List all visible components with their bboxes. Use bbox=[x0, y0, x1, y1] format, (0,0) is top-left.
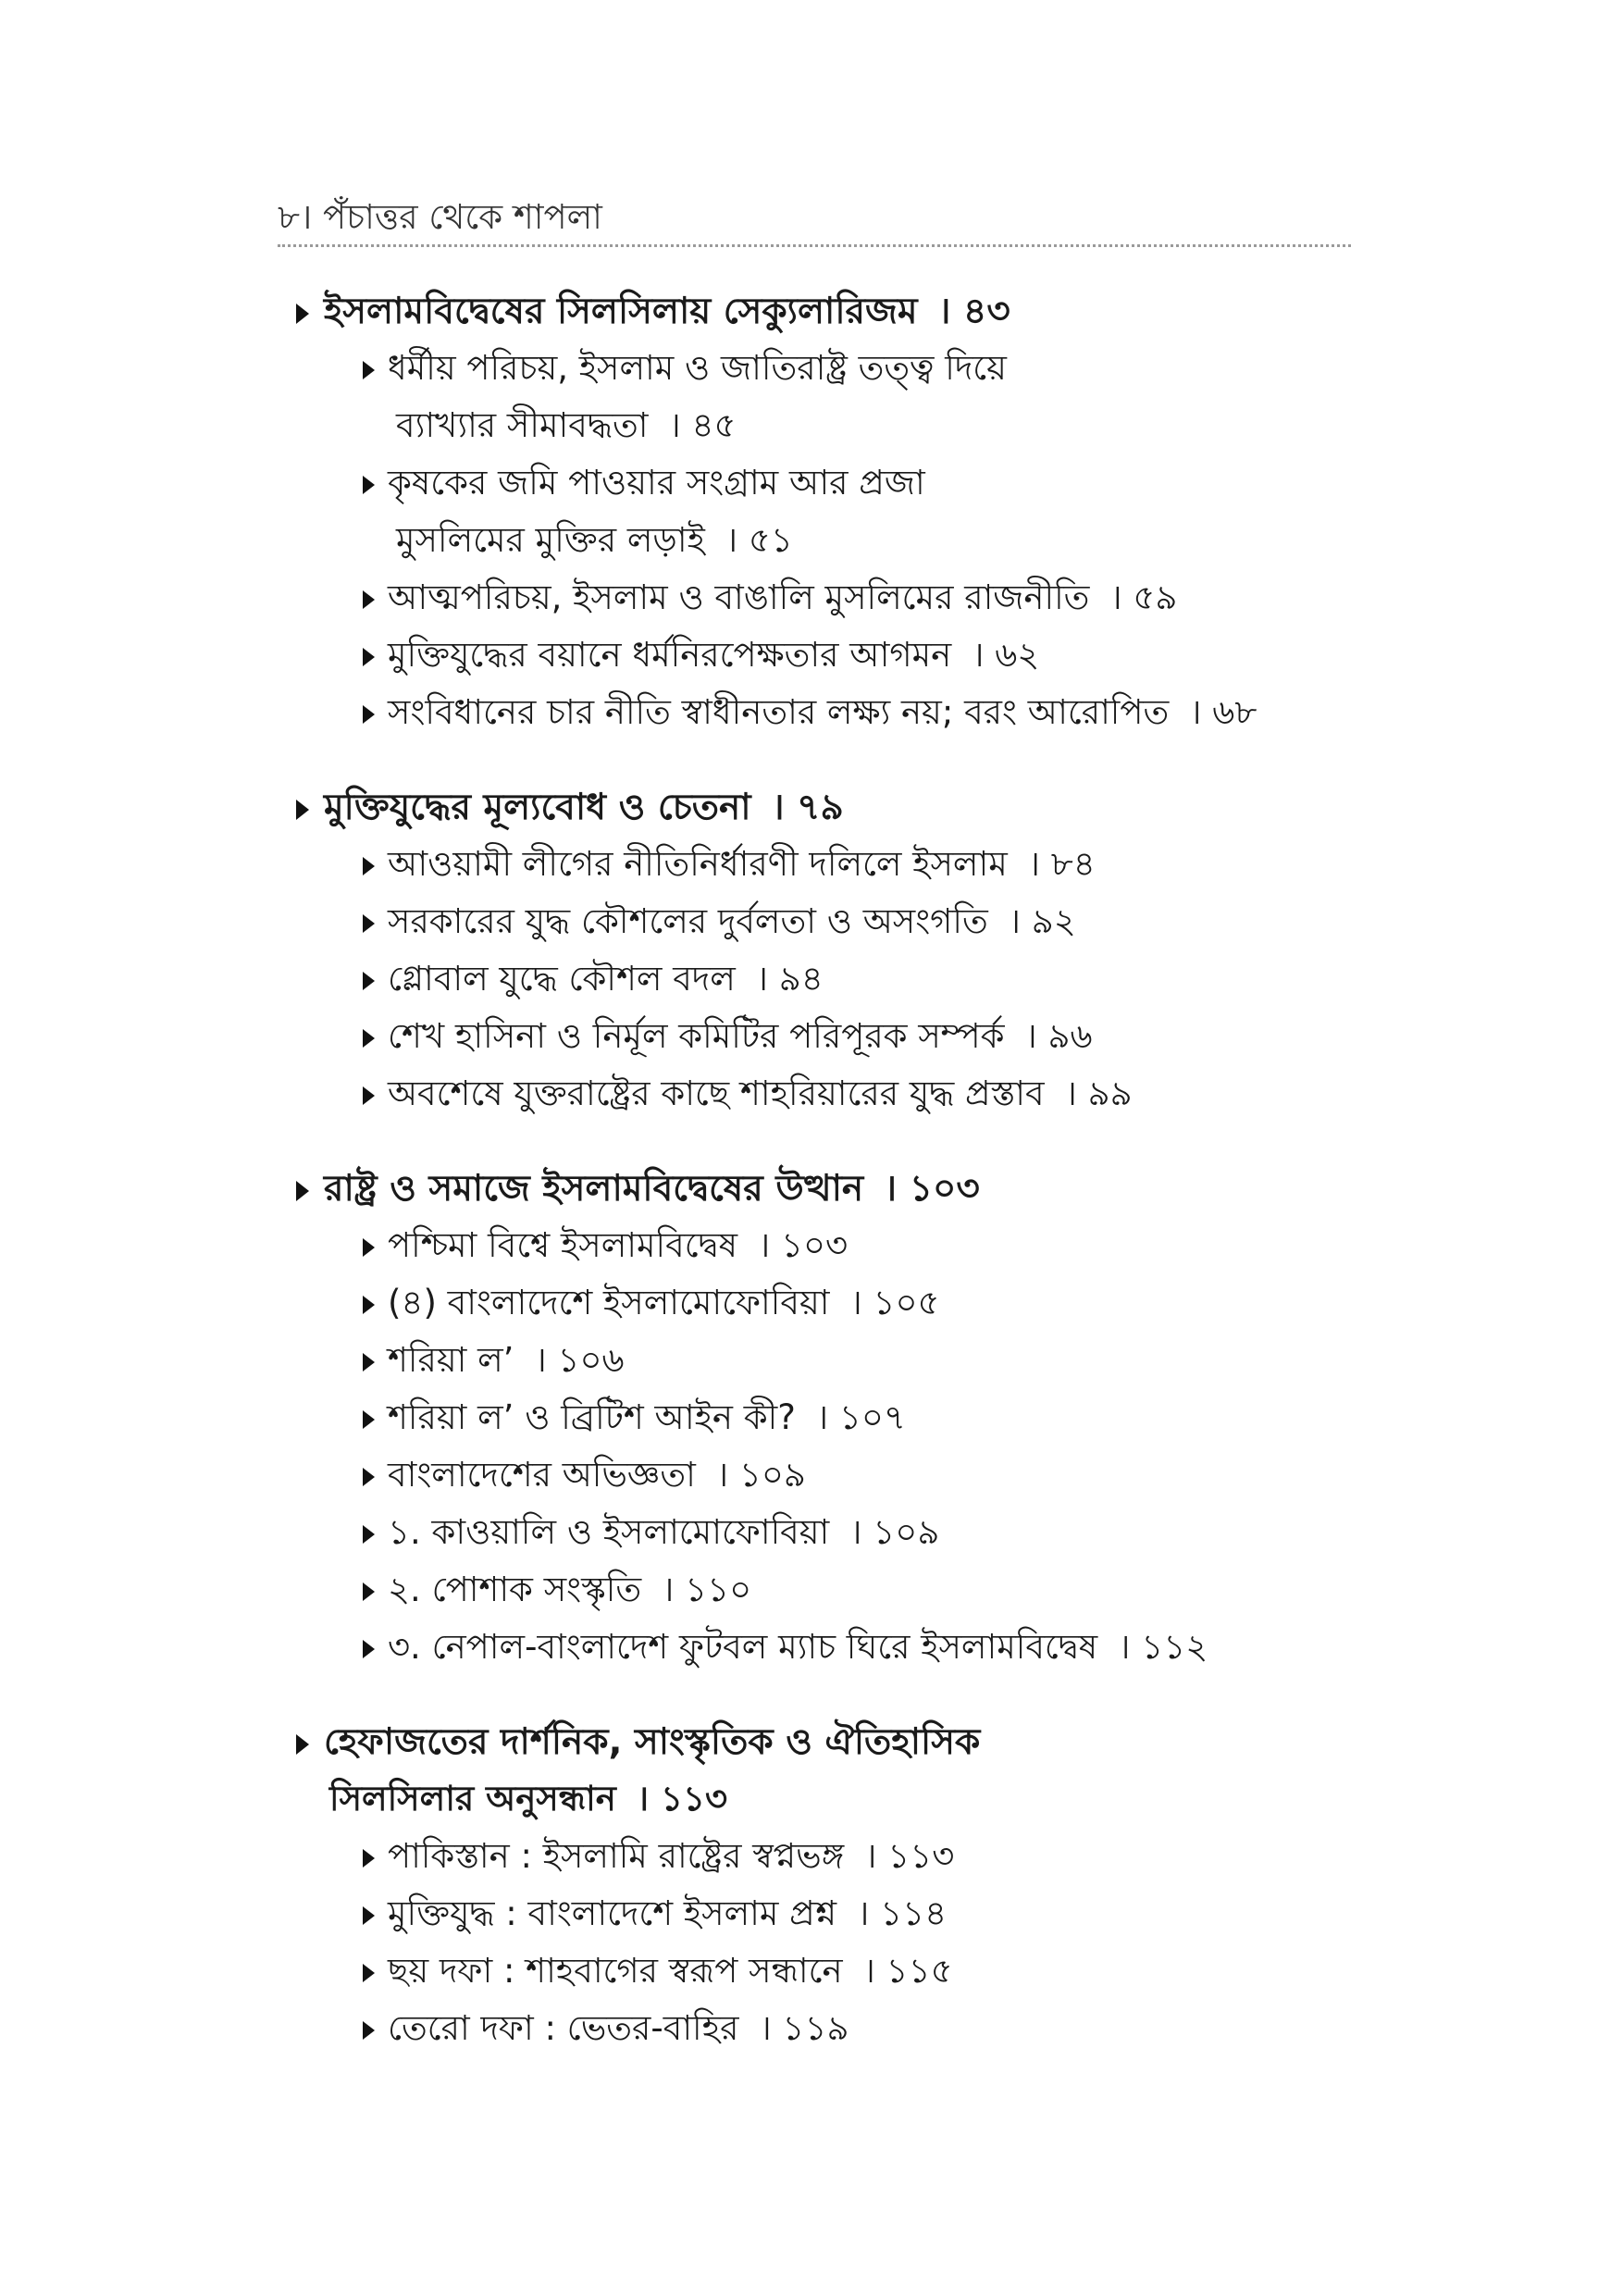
toc-title: ছয় দফা : শাহবাগের স্বরূপ সন্ধানে bbox=[388, 1951, 843, 1991]
toc-entry-continued[interactable] bbox=[396, 513, 793, 571]
toc-page: । ৬৮ bbox=[1189, 692, 1258, 732]
toc-page: । ৫৯ bbox=[1109, 577, 1178, 617]
toc-entry-continued[interactable] bbox=[396, 398, 736, 456]
toc-title: মুক্তিযুদ্ধের মূল্যবোধ ও চেতনা bbox=[324, 787, 751, 828]
triangle-bullet-icon bbox=[363, 1468, 375, 1486]
toc-title: পশ্চিমা বিশ্বে ইসলামবিদ্বেষ bbox=[388, 1225, 737, 1265]
toc-title: সিলসিলার অনুসন্ধান bbox=[329, 1779, 616, 1818]
toc-entry[interactable] bbox=[363, 1275, 940, 1334]
toc-entry[interactable] bbox=[363, 1333, 625, 1391]
triangle-bullet-icon bbox=[363, 1849, 375, 1868]
toc-title: রাষ্ট্র ও সমাজে ইসলামবিদ্বেষের উত্থান bbox=[324, 1168, 864, 1210]
toc-entry[interactable] bbox=[363, 685, 1257, 743]
toc-entry[interactable] bbox=[363, 1390, 906, 1448]
triangle-bullet-icon bbox=[363, 1296, 375, 1314]
toc-title: সরকারের যুদ্ধ কৌশলের দুর্বলতা ও অসংগতি bbox=[388, 901, 988, 941]
triangle-bullet-icon bbox=[363, 857, 375, 875]
toc-title: শরিয়া ল’ ও ব্রিটিশ আইন কী? bbox=[388, 1397, 796, 1437]
header-divider bbox=[278, 244, 1351, 247]
toc-section-3[interactable] bbox=[296, 1160, 980, 1221]
toc-title: অবশেষে যুক্তরাষ্ট্রের কাছে শাহরিয়ারের যুদ্ধ প্রস্তাব bbox=[388, 1074, 1045, 1113]
toc-entry[interactable] bbox=[363, 951, 824, 1010]
triangle-bullet-icon bbox=[363, 1353, 375, 1371]
triangle-bullet-icon bbox=[363, 476, 375, 494]
triangle-bullet-icon bbox=[363, 361, 375, 379]
toc-title: শরিয়া ল’ bbox=[388, 1340, 514, 1380]
triangle-bullet-icon bbox=[363, 705, 375, 724]
toc-page: । ৯৯ bbox=[1064, 1074, 1133, 1113]
toc-title: তেরো দফা : ভেতর-বাহির bbox=[388, 2008, 739, 2048]
toc-entry[interactable] bbox=[363, 1066, 1133, 1124]
toc-page: । ৯৬ bbox=[1024, 1016, 1093, 1056]
toc-page: । ১০৬ bbox=[534, 1340, 625, 1380]
toc-page: । ৮৪ bbox=[1027, 844, 1096, 884]
toc-page: । ১১৫ bbox=[862, 1951, 953, 1991]
triangle-bullet-icon bbox=[363, 1640, 375, 1658]
toc-page: । ১১৩ bbox=[864, 1836, 955, 1876]
toc-entry[interactable] bbox=[363, 455, 925, 514]
toc-page: । ১০৯ bbox=[849, 1512, 940, 1552]
toc-page: । ১১৪ bbox=[857, 1893, 948, 1933]
toc-title: ইসলামবিদ্বেষের সিলসিলায় সেক্যুলারিজম bbox=[324, 291, 918, 332]
triangle-bullet-icon bbox=[363, 590, 375, 609]
toc-title: কৃষকের জমি পাওয়ার সংগ্রাম আর প্রজা bbox=[388, 463, 925, 503]
toc-title: মুক্তিযুদ্ধের বয়ানে ধর্মনিরপেক্ষতার আগমন bbox=[388, 635, 952, 675]
toc-title: ২. পোশাক সংস্কৃতি bbox=[388, 1570, 642, 1609]
toc-page: । ৪৩ bbox=[937, 291, 1010, 332]
toc-entry[interactable] bbox=[363, 1829, 954, 1887]
toc-entry[interactable] bbox=[363, 341, 1007, 399]
toc-title: ৩. নেপাল-বাংলাদেশ ফুটবল ম্যাচ ঘিরে ইসলামবিদ্বেষ bbox=[388, 1627, 1098, 1667]
toc-page: । ৫১ bbox=[725, 520, 793, 560]
triangle-bullet-icon bbox=[296, 1734, 309, 1755]
toc-entry[interactable] bbox=[363, 1562, 751, 1620]
toc-page: । ১০৫ bbox=[849, 1283, 940, 1322]
toc-entry[interactable] bbox=[363, 1886, 947, 1944]
triangle-bullet-icon bbox=[363, 1086, 375, 1105]
triangle-bullet-icon bbox=[363, 914, 375, 933]
triangle-bullet-icon bbox=[363, 2021, 375, 2040]
toc-entry[interactable] bbox=[363, 1218, 848, 1276]
toc-entry[interactable] bbox=[363, 894, 1076, 952]
toc-title: ব্যাখ্যার সীমাবদ্ধতা bbox=[396, 405, 649, 445]
toc-title: মুসলিমের মুক্তির লড়াই bbox=[396, 520, 705, 560]
triangle-bullet-icon bbox=[363, 648, 375, 666]
toc-title: মুক্তিযুদ্ধ : বাংলাদেশে ইসলাম প্রশ্ন bbox=[388, 1893, 837, 1933]
toc-entry[interactable] bbox=[363, 627, 1039, 686]
triangle-bullet-icon bbox=[296, 1181, 309, 1201]
triangle-bullet-icon bbox=[363, 1410, 375, 1429]
toc-title: সংবিধানের চার নীতি স্বাধীনতার লক্ষ্য নয়; বরং আরোপিত bbox=[388, 692, 1170, 732]
toc-title: ১. কাওয়ালি ও ইসলামোফোবিয়া bbox=[388, 1512, 830, 1552]
toc-page: । ১০৯ bbox=[715, 1455, 806, 1495]
toc-page: । ১১৯ bbox=[759, 2008, 849, 2048]
toc-title: হেফাজতের দার্শনিক, সাংস্কৃতিক ও ঐতিহাসিক bbox=[324, 1721, 981, 1763]
toc-section-4-continued[interactable] bbox=[329, 1771, 727, 1830]
toc-title: শেখ হাসিনা ও নির্মূল কমিটির পরিপূরক সম্পর্ক bbox=[388, 1016, 1005, 1056]
triangle-bullet-icon bbox=[363, 972, 375, 990]
toc-title: ধর্মীয় পরিচয়, ইসলাম ও জাতিরাষ্ট্র তত্ত্ব দিয়ে bbox=[388, 348, 1007, 388]
triangle-bullet-icon bbox=[363, 1582, 375, 1601]
triangle-bullet-icon bbox=[363, 1238, 375, 1257]
toc-page: । ৬২ bbox=[972, 635, 1040, 675]
toc-entry[interactable] bbox=[363, 1620, 1208, 1678]
toc-page: । ৯৪ bbox=[755, 959, 824, 999]
toc-page: । ১০৩ bbox=[757, 1225, 849, 1265]
toc-page: । ১০৩ bbox=[884, 1168, 980, 1210]
toc-page: । ৭৯ bbox=[771, 787, 844, 828]
toc-entry[interactable] bbox=[363, 1009, 1093, 1067]
toc-entry[interactable] bbox=[363, 1505, 939, 1563]
toc-title: আত্মপরিচয়, ইসলাম ও বাঙালি মুসলিমের রাজনীতি bbox=[388, 577, 1090, 617]
toc-page: । ৯২ bbox=[1008, 901, 1076, 941]
toc-entry[interactable] bbox=[363, 2001, 849, 2059]
triangle-bullet-icon bbox=[296, 800, 309, 820]
running-header: ৮। পঁচাত্তর থেকে শাপলা bbox=[278, 197, 602, 237]
toc-section-4[interactable] bbox=[296, 1714, 980, 1774]
toc-title: আওয়ামী লীগের নীতিনির্ধারণী দলিলে ইসলাম bbox=[388, 844, 1008, 884]
toc-page: । ১০৭ bbox=[815, 1397, 906, 1437]
toc-title: বাংলাদেশের অভিজ্ঞতা bbox=[388, 1455, 696, 1495]
toc-page: । ১১৩ bbox=[636, 1779, 728, 1818]
toc-title: গ্লোবাল যুদ্ধে কৌশল বদল bbox=[388, 959, 736, 999]
toc-page: । ৪৫ bbox=[668, 405, 737, 445]
toc-entry[interactable] bbox=[363, 570, 1177, 628]
toc-title: পাকিস্তান : ইসলামি রাষ্ট্রের স্বপ্নভঙ্গ bbox=[388, 1836, 845, 1876]
toc-page: । ১১০ bbox=[662, 1570, 752, 1609]
triangle-bullet-icon bbox=[363, 1906, 375, 1925]
toc-page: । ১১২ bbox=[1118, 1627, 1208, 1667]
toc-title: (৪) বাংলাদেশে ইসলামোফোবিয়া bbox=[388, 1283, 830, 1322]
toc-entry[interactable] bbox=[363, 1943, 953, 2002]
toc-section-1[interactable] bbox=[296, 283, 1010, 343]
triangle-bullet-icon bbox=[363, 1964, 375, 1982]
toc-entry[interactable] bbox=[363, 837, 1096, 895]
triangle-bullet-icon bbox=[363, 1525, 375, 1544]
triangle-bullet-icon bbox=[363, 1029, 375, 1048]
toc-entry[interactable] bbox=[363, 1447, 806, 1506]
triangle-bullet-icon bbox=[296, 304, 309, 324]
toc-section-2[interactable] bbox=[296, 779, 844, 839]
